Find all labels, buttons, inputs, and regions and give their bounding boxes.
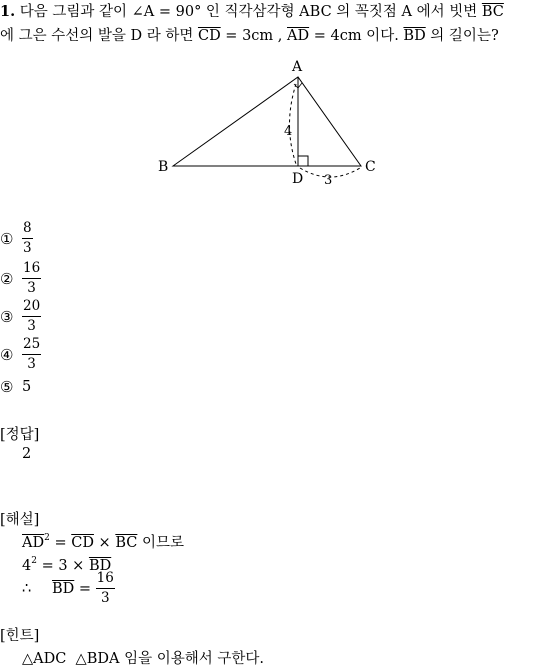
solution-line-1 [22,531,184,552]
choice-marker: ② [0,269,14,288]
choice-marker: ④ [0,345,14,364]
answer-value: 2 [22,446,32,462]
numerator: 20 [22,300,41,317]
choice-value: 5 [22,379,32,395]
segment-bd: $\overline{BD}$ [52,580,75,597]
segment-bc: $\overline{BC}$ [481,4,504,20]
therefore-symbol: ∴ [22,580,32,597]
exponent: 2 [44,533,50,543]
label-b: B [158,159,169,175]
choice-marker: ⑤ [0,378,14,396]
choice-fraction [22,300,41,333]
numerator: 16 [96,572,115,589]
label-ad-length: 4 [284,124,293,139]
choice-fraction [22,262,41,295]
equals: = [49,535,72,551]
choice-4[interactable] [0,338,41,371]
hint-heading: [힌트] [0,628,40,644]
numerator: 25 [22,338,41,355]
question-text-3: = 3cm , [220,28,287,44]
solution-text: 이므로 [137,535,184,551]
question-text-5: 의 길이는? [425,28,499,44]
triangle-figure [0,0,535,200]
triangle-abc [173,77,361,166]
segment-ad: $\overline{AD}$ [287,28,310,44]
label-cd-length: 3 [324,173,333,188]
choice-fraction [22,222,33,255]
denominator: 3 [23,239,32,256]
segment-cd: $\overline{CD}$ [71,535,94,551]
solution-fraction [96,572,115,605]
equals: = [74,580,96,597]
answer-heading: [정답] [0,427,40,443]
hint-text: △ADC △BDA 임을 이용해서 구한다. [22,651,264,667]
right-angle-mark-d [298,156,308,166]
numerator: 8 [22,222,33,239]
label-a: A [292,59,303,75]
label-d: D [292,171,304,187]
choice-marker: ① [0,229,14,248]
question-number: 1. [0,3,16,20]
segment-bd: $\overline{BD}$ [88,558,112,574]
base: 4 [22,558,32,574]
segment-bd: $\overline{BD}$ [403,28,426,44]
segment-bc: $\overline{BC}$ [115,535,138,551]
times: × [93,535,116,551]
label-c: C [365,159,376,175]
question-text-4: = 4cm 이다. [309,28,404,44]
denominator: 3 [27,355,36,372]
denominator: 3 [27,279,36,296]
choice-fraction [22,338,41,371]
choice-5[interactable] [0,378,31,396]
choice-2[interactable] [0,262,41,295]
numerator: 16 [22,262,41,279]
solution-line-3 [22,572,115,605]
segment-cd: $\overline{CD}$ [197,28,221,44]
solution-heading: [해설] [0,512,40,528]
solution-text: = 3 × [36,558,89,574]
question-text-2: 에 그은 수선의 발을 D 라 하면 [0,28,198,44]
denominator: 3 [100,589,110,606]
exponent: 2 [31,556,37,566]
segment-ad: $\overline{AD}$ [22,535,45,551]
choice-1[interactable] [0,222,33,255]
denominator: 3 [27,317,36,334]
question-text-1: 다음 그림과 같이 ∠A = 90° 인 직각삼각형 ABC 의 꼭짓점 A 에서 빗변 [19,4,482,20]
choice-3[interactable] [0,300,41,333]
choice-marker: ③ [0,307,14,326]
